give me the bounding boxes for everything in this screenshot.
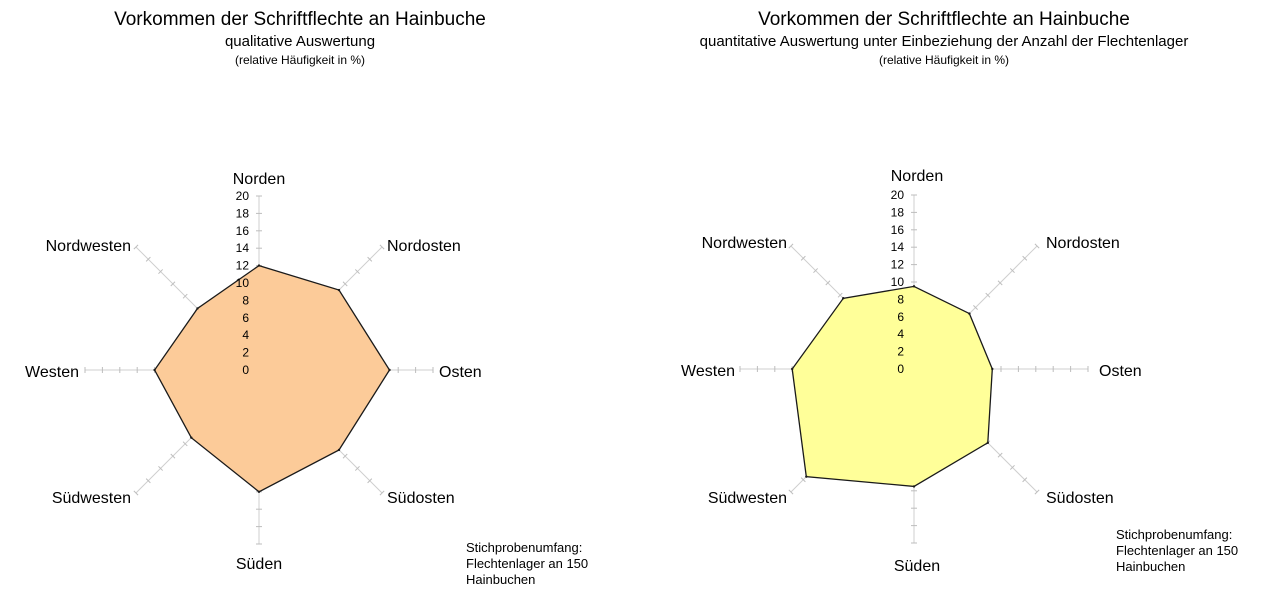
radar-tick-label: 12 bbox=[235, 258, 249, 273]
sample-note-line: Hainbuchen bbox=[1116, 559, 1186, 574]
radar-category-label: Nordosten bbox=[387, 238, 461, 255]
radar-point bbox=[842, 297, 844, 299]
radar-category-label: Südosten bbox=[1046, 490, 1114, 507]
chart-right-sample-note bbox=[1116, 527, 1238, 575]
radar-tick-label: 4 bbox=[897, 327, 904, 342]
radar-point bbox=[338, 449, 340, 451]
radar-point bbox=[805, 475, 807, 477]
radar-tick-label: 18 bbox=[235, 206, 249, 221]
radar-point bbox=[968, 312, 970, 314]
chart-left-sample-note bbox=[466, 540, 588, 588]
sample-note-line: Flechtenlager an 150 bbox=[466, 556, 589, 571]
radar-point bbox=[153, 369, 155, 371]
radar-point bbox=[388, 369, 390, 371]
radar-category-label: Süden bbox=[893, 558, 941, 575]
radar-tick-label: 4 bbox=[242, 328, 249, 343]
sample-note-line: Stichprobenumfang: bbox=[1116, 527, 1233, 542]
radar-category-label: Westen bbox=[681, 363, 735, 380]
radar-category-label: Südosten bbox=[387, 490, 455, 507]
radar-category-label: Süden bbox=[235, 556, 283, 573]
chart-right-subtitle: quantitative Auswertung unter Einbeziehung der Anzahl der Flechtenlager bbox=[699, 33, 1189, 50]
radar-point bbox=[913, 285, 915, 287]
radar-category-label: Nordosten bbox=[1046, 235, 1120, 252]
radar-category-label: Norden bbox=[890, 168, 944, 185]
radar-tick-label: 8 bbox=[897, 292, 904, 307]
radar-point bbox=[791, 368, 793, 370]
radar-tick-label: 14 bbox=[235, 241, 249, 256]
sample-note-line: Flechtenlager an 150 bbox=[1116, 543, 1239, 558]
radar-tick-label: 0 bbox=[242, 363, 249, 377]
radar-point bbox=[913, 485, 915, 487]
radar-point bbox=[338, 289, 340, 291]
radar-tick-label: 12 bbox=[890, 257, 904, 272]
radar-chart-right bbox=[681, 168, 1142, 575]
radar-category-label: Südwesten bbox=[707, 490, 787, 507]
sample-note-line: Hainbuchen bbox=[466, 572, 536, 587]
radar-point bbox=[196, 307, 198, 309]
chart-left-unit-note: (relative Häufigkeit in %) bbox=[234, 53, 366, 67]
radar-category-label: Nordwesten bbox=[701, 235, 787, 252]
radar-category-label: Osten bbox=[439, 364, 482, 381]
chart-left-subtitle: qualitative Auswertung bbox=[224, 33, 376, 50]
radar-tick-label: 20 bbox=[890, 188, 904, 202]
radar-category-label: Westen bbox=[25, 364, 79, 381]
radar-category-label: Osten bbox=[1099, 363, 1142, 380]
radar-category-label: Nordwesten bbox=[45, 238, 131, 255]
radar-tick-label: 10 bbox=[890, 275, 904, 289]
radar-tick-label: 8 bbox=[242, 293, 249, 308]
radar-point bbox=[991, 368, 993, 370]
radar-point bbox=[258, 491, 260, 493]
radar-tick-label: 6 bbox=[242, 310, 249, 325]
radar-series-polygon bbox=[155, 266, 390, 492]
radar-tick-label: 16 bbox=[890, 222, 904, 237]
chart-right-unit-note: (relative Häufigkeit in %) bbox=[878, 53, 1010, 67]
chart-right-title: Vorkommen der Schriftflechte an Hainbuche bbox=[758, 9, 1130, 30]
chart-left-title: Vorkommen der Schriftflechte an Hainbuche bbox=[114, 9, 486, 30]
radar-tick-label: 6 bbox=[897, 309, 904, 324]
sample-note-line: Stichprobenumfang: bbox=[466, 540, 583, 555]
radar-point bbox=[258, 264, 260, 266]
radar-tick-label: 2 bbox=[242, 345, 249, 360]
radar-category-label: Südwesten bbox=[51, 490, 131, 507]
radar-tick-label: 0 bbox=[897, 362, 904, 376]
radar-chart-left bbox=[25, 171, 482, 573]
radar-tick-label: 20 bbox=[235, 189, 249, 203]
radar-tick-label: 18 bbox=[890, 205, 904, 220]
radar-point bbox=[190, 436, 192, 438]
radar-point bbox=[987, 442, 989, 444]
radar-tick-label: 2 bbox=[897, 344, 904, 359]
radar-series-polygon bbox=[792, 286, 992, 486]
radar-tick-label: 16 bbox=[235, 223, 249, 238]
radar-tick-label: 14 bbox=[890, 240, 904, 255]
radar-category-label: Norden bbox=[232, 171, 286, 188]
radar-tick-label: 10 bbox=[235, 276, 249, 290]
